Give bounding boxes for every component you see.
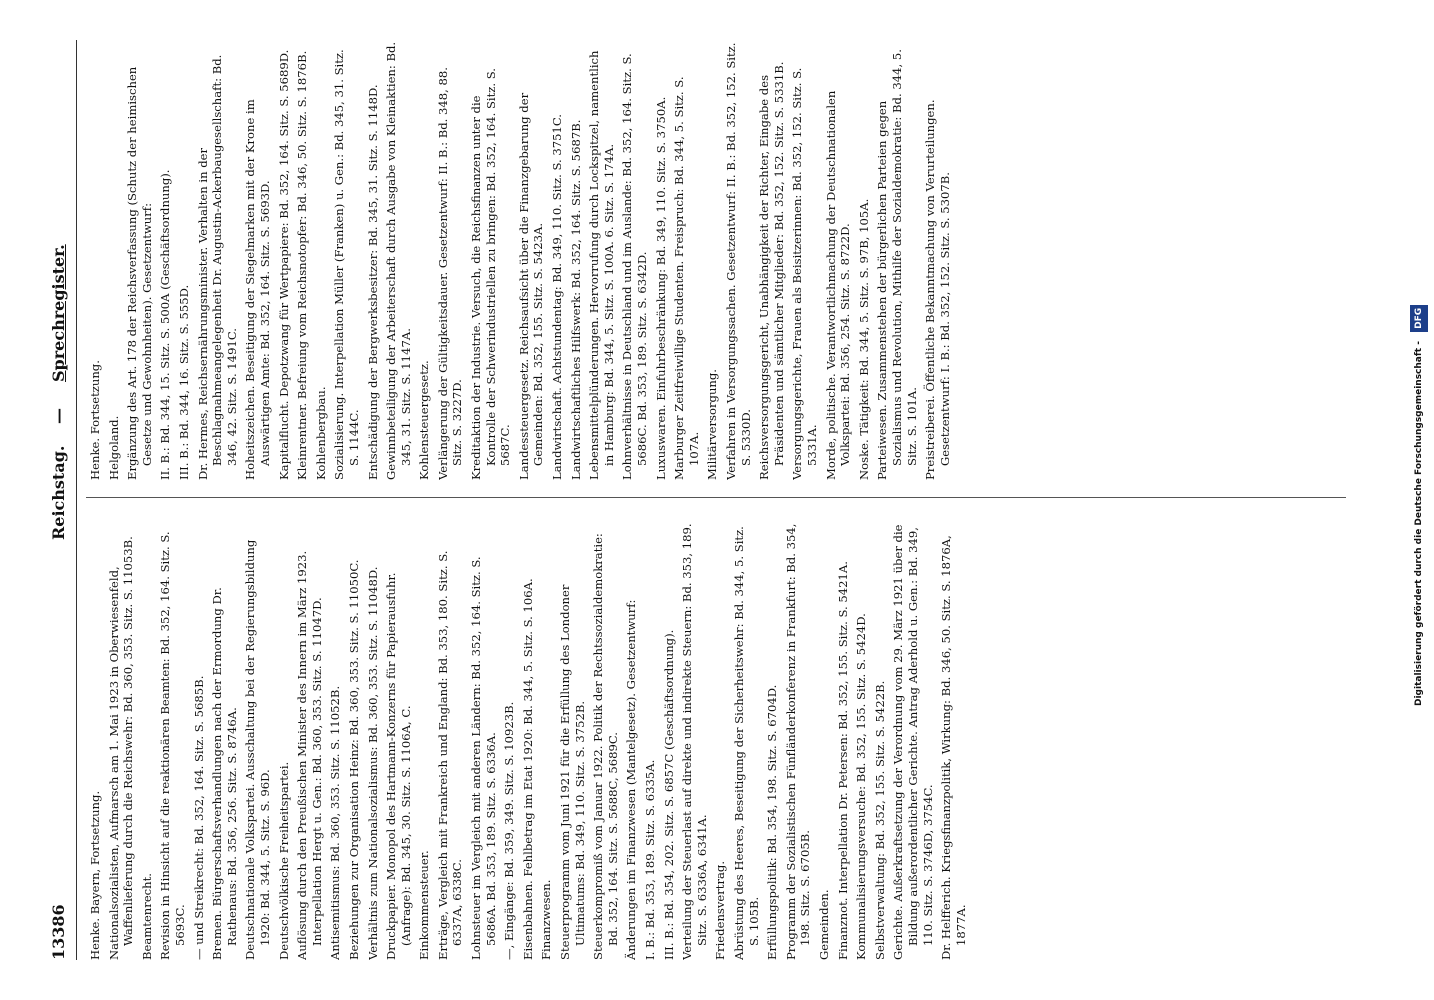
- register-entry-text: Dr. Hermes, Reichsernährungsminister. Verhalten in der Beschlagnahmeangelegenheit Dr. Augustin-Ackerbaugesellschaft: Bd. 346, 42. Sitz. S. 1491C.: [195, 54, 239, 480]
- register-entry-text: Steuerprogramm vom Juni 1921 für die Erfüllung des Londoner Ultimatums: Bd. 349, 110. Sitz. S. 3752B.: [558, 584, 587, 960]
- register-entry-text: Gewinnbeteiligung der Arbeiterschaft durch Ausgabe von Kleinaktien: Bd. 345, 31. Sitz. S. 1147A.: [384, 41, 413, 480]
- register-entry: [558, 520, 587, 960]
- register-entry: [469, 520, 498, 960]
- register-entry: [277, 40, 292, 480]
- register-entry-text: Gerichte. Außerkraftsetzung der Verordnung vom 29. März 1921 über die Bildung außerordentlicher Gerichte. Antrag Aderhold u. Gen.: Bd. 349, 110. Sitz. S. 3746D, 3754C.: [891, 524, 935, 960]
- register-entry: [295, 520, 324, 960]
- register-entry: [857, 40, 872, 480]
- header-rule: [76, 40, 77, 960]
- register-entry: [125, 40, 154, 480]
- register-entry-text: Beziehungen zur Organisation Heinz: Bd. 360, 353. Sitz. S. 11050C.: [346, 559, 361, 960]
- running-head-left: Reichstag.: [48, 445, 68, 540]
- register-entry: [243, 40, 272, 480]
- register-entry: [196, 40, 240, 480]
- register-entry-text: Revision in Hinsicht auf die reaktionären Beamten: Bd. 352, 164. Sitz. S. 5693C.: [158, 531, 187, 960]
- register-entry: [107, 40, 122, 480]
- register-entry: [328, 520, 343, 960]
- register-entry-text: Selbstverwaltung: Bd. 352, 155. Sitz. S. 5422B.: [872, 680, 887, 960]
- register-entry: [332, 40, 361, 480]
- register-entry: [591, 520, 620, 960]
- register-entry: [502, 520, 517, 960]
- page-header: [44, 40, 72, 960]
- register-entry: [672, 40, 701, 480]
- register-entry: [705, 40, 720, 480]
- register-entry-text: —, Eingänge: Bd. 359, 349. Sitz. S. 10923B.: [502, 701, 517, 960]
- register-entry-text: Erträge, Vergleich mit Frankreich und England: Bd. 353, 180. Sitz. S. 6337A, 6338C.: [435, 550, 465, 960]
- register-entry: [891, 520, 935, 960]
- register-entry-text: Kleinrentner. Befreiung vom Reichsnotopfer: Bd. 346, 50. Sitz. S. 1876B.: [295, 50, 310, 480]
- register-entry: [732, 520, 761, 960]
- register-entry: [88, 520, 103, 960]
- register-entry-text: Steuerkompromiß vom Januar 1922. Politik der Rechtssozialdemokratie: Bd. 352, 164. Sitz. S. 5688C, 5689C.: [591, 533, 620, 960]
- register-entry-text: Ergänzung des Art. 178 der Reichsverfassung (Schutz der heimischen Gesetze und Gewohnheiten). Gesetzentwurf:: [125, 66, 154, 480]
- register-entry-text: Deutschvölkische Freiheitspartei.: [276, 761, 291, 960]
- register-entry-text: Verhältnis zum Nationalsozialismus: Bd. 360, 353. Sitz. S. 11048D.: [365, 566, 380, 960]
- register-entry-text: Lohnsteuer im Vergleich mit anderen Ländern: Bd. 352, 164. Sitz. S. 5686A. Bd. 353, 189. Sitz. S. 6336A.: [469, 556, 498, 960]
- register-entry: [784, 520, 813, 960]
- register-entry-text: Änderungen im Finanzwesen (Mantelgesetz). Gesetzentwurf:: [624, 599, 639, 960]
- register-entry: [314, 40, 329, 480]
- register-entry-text: Einkommensteuer.: [417, 850, 432, 960]
- register-entry-text: Lebensmittelplünderungen. Hervorrufung durch Lockspitzel, namentlich in Hamburg: Bd. 344, 5. Sitz. S. 100A. 6. Sitz. S. 174A.: [587, 50, 616, 480]
- register-entry-text: Versorgungsgerichte, Frauen als Beisitzerinnen: Bd. 352, 152. Sitz. S. 5331A.: [790, 67, 819, 480]
- register-entry-text: Verlängerung der Gültigkeitsdauer. Gesetzentwurf: II. B.: Bd. 348, 88. Sitz. S. 3227D.: [435, 67, 465, 480]
- register-entry-text: Deutschnationale Volkspartei. Ausschaltung bei der Regierungsbildung 1920: Bd. 344, 5. Sitz. S. 96D.: [243, 539, 272, 960]
- register-entry-text: Landessteuergesetz. Reichsaufsicht über die Finanzgebarung der Gemeinden: Bd. 352, 155. Sitz. S. 5423A.: [516, 92, 546, 480]
- register-entry-text: Helgoland.: [106, 415, 121, 480]
- register-entry: [192, 520, 207, 960]
- register-entry: [88, 40, 103, 480]
- register-entry: [817, 520, 832, 960]
- digitization-credit: [1410, 6, 1428, 706]
- register-entry-text: Luxuswaren. Einfuhrbeschränkung: Bd. 349, 110. Sitz. S. 3750A.: [653, 96, 668, 480]
- register-entry-text: Militärversorgung.: [705, 369, 720, 480]
- register-entry-text: Programm der Sozialistischen Fünfländerkonferenz in Frankfurt: Bd. 354, 198. Sitz. S. 6705B.: [783, 523, 813, 960]
- register-entry: [873, 520, 888, 960]
- register-entry-text: Sozialisierung. Interpellation Müller (Franken) u. Gen.: Bd. 345, 31. Sitz. S. 1144C.: [332, 49, 361, 480]
- register-entry: [107, 520, 136, 960]
- register-entry-text: Druckpapier. Monopol des Hartmann-Konzerns für Papierausfuhr. (Anfrage): Bd. 345, 30. Sitz. S. 1106A, C.: [384, 572, 413, 960]
- register-entry-text: Henke. Bayern, Fortsetzung.: [88, 790, 102, 960]
- register-entry: [417, 40, 432, 480]
- register-entry: [662, 520, 677, 960]
- register-entry: [277, 520, 292, 960]
- register-entry: [517, 40, 546, 480]
- register-entry-text: Verteilung der Steuerlast auf direkte und indirekte Steuern: Bd. 353, 189. Sitz. S. 6336A, 6341A.: [680, 523, 709, 960]
- register-entry-text: Auflösung durch den Preußischen Minister des Innern im März 1923. Interpellation Hergt u. Gen.: Bd. 360, 353. Sitz. S. 11047D.: [295, 550, 324, 960]
- register-entry: [550, 40, 565, 480]
- running-head-right: Sprechregister.: [48, 244, 68, 382]
- register-entry-text: II. B.: Bd. 344, 15. Sitz. S. 500A (Geschäftsordnung).: [158, 169, 173, 480]
- register-entry-text: Kapitalflucht. Depotzwang für Wertpapiere: Bd. 352, 164. Sitz. S. 5689D.: [276, 49, 291, 480]
- register-entry-text: I. B.: Bd. 353, 189. Sitz. S. 6335A.: [643, 759, 657, 960]
- register-entry: [587, 40, 616, 480]
- register-entry: [654, 40, 669, 480]
- register-entry-text: Eisenbahnen. Fehlbetrag im Etat 1920: Bd. 344, 5. Sitz. S. 106A.: [520, 578, 535, 960]
- register-entry-text: Erfüllungspolitik: Bd. 354, 198. Sitz. S. 6704D.: [765, 684, 780, 960]
- register-entry: [643, 520, 658, 960]
- register-entry: [469, 40, 513, 480]
- register-entry: [724, 40, 753, 480]
- register-entry: [875, 40, 919, 480]
- register-entry-text: Entschädigung der Bergwerksbesitzer: Bd. 345, 31. Sitz. S. 1148D.: [365, 84, 380, 480]
- register-entry-text: III. B.: Bd. 344, 16. Sitz. S. 555D.: [176, 284, 191, 480]
- running-head-separator: —: [48, 408, 68, 424]
- right-column: [88, 40, 1328, 480]
- register-entry: [210, 520, 239, 960]
- register-entry: [295, 40, 310, 480]
- register-entry-text: Morde, politische. Verantwortlichmachung der Deutschnationalen Volkspartei: Bd. 356, 254. Sitz. S. 8722D.: [823, 90, 853, 480]
- register-entry-text: Marburger Zeitfreiwillige Studenten. Freispruch: Bd. 344, 5. Sitz. S. 107A.: [672, 76, 701, 480]
- register-entry: [417, 520, 432, 960]
- register-entry: [243, 520, 272, 960]
- register-entry-text: Abrüstung des Heeres, Beseitigung der Sicherheitswehr: Bd. 344, 5. Sitz. S. 105B.: [731, 526, 761, 960]
- register-entry: [158, 40, 173, 480]
- register-entry: [347, 520, 362, 960]
- register-entry-text: Landwirtschaftliches Hilfswerk: Bd. 352, 164. Sitz. S. 5687B.: [568, 119, 583, 480]
- register-entry: [854, 520, 869, 960]
- page-number: 13386: [48, 904, 68, 960]
- left-column: [88, 520, 1328, 960]
- register-entry: [177, 40, 192, 480]
- register-entry-text: III. B.: Bd. 354, 202. Sitz. S. 6857C (Geschäftsordnung).: [661, 629, 676, 960]
- register-entry-text: Lohnverhältnisse in Deutschland und im Auslande: Bd. 352, 164. Sitz. S. 5686C. Bd. 353, 189. Sitz. S. 6342D.: [620, 53, 649, 480]
- register-entry-text: Landwirtschaft. Achtstundentag: Bd. 349, 110. Sitz. S. 3751C.: [550, 114, 565, 480]
- register-entry: [140, 520, 155, 960]
- register-entry: [713, 520, 728, 960]
- register-entry-text: Henke. Fortsetzung.: [88, 360, 102, 480]
- register-entry-text: Preistreiberei. Öffentliche Bekanntmachung von Verurteilungen. Gesetzentwurf: I. B.: Bd. 352, 152. Sitz. S. 5307B.: [923, 99, 952, 480]
- register-entry: [680, 520, 709, 960]
- credit-text: Digitalisierung gefördert durch die Deutsche Forschungsgemeinschaft -: [1414, 341, 1424, 706]
- register-entry: [384, 40, 413, 480]
- register-entry-text: Hoheitszeichen. Beseitigung der Siegelmarken mit der Krone im Auswärtigen Amte: Bd. 352, 164. Sitz. S. 5693D.: [243, 99, 272, 480]
- register-entry-text: Noske. Tätigkeit: Bd. 344, 5. Sitz. S. 97B, 105A.: [856, 198, 871, 480]
- column-divider: [86, 497, 1346, 498]
- register-entry: [620, 40, 649, 480]
- register-entry: [824, 40, 853, 480]
- register-entry: [624, 520, 639, 960]
- register-entry-text: Verfahren in Versorgungssachen. Gesetzentwurf: II. B.: Bd. 352, 152. Sitz. S. 5330D.: [723, 42, 753, 480]
- register-entry: [757, 40, 786, 480]
- register-entry: [836, 520, 851, 960]
- register-entry: [790, 40, 819, 480]
- register-entry: [569, 40, 584, 480]
- register-entry: [521, 520, 536, 960]
- register-entry-text: Finanzwesen.: [539, 879, 554, 960]
- register-entry-text: Kohlensteuergesetz.: [417, 360, 432, 480]
- register-entry: [366, 40, 381, 480]
- register-entry-text: Friedensvertrag.: [713, 860, 728, 960]
- register-entry: [436, 40, 465, 480]
- register-entry-text: Nationalsozialisten, Aufmarsch am 1. Mai 1923 in Oberwiesenfeld, Waffenlieferung durch die Reichswehr: Bd. 360, 353. Sitz. S. 11053B.: [106, 536, 136, 960]
- register-entry: [384, 520, 413, 960]
- register-entry: [765, 520, 780, 960]
- register-entry-text: Antisemitismus: Bd. 360, 353. Sitz. S. 11052B.: [328, 685, 343, 960]
- register-entry: [923, 40, 952, 480]
- register-entry-text: Finanznot. Interpellation Dr. Petersen: Bd. 352, 155. Sitz. S. 5421A.: [835, 561, 850, 960]
- register-entry: [366, 520, 381, 960]
- register-entry-text: Dr. Helfferich. Kriegsfinanzpolitik, Wirkung: Bd. 346, 50. Sitz. S. 1876A, 1877A.: [939, 535, 968, 960]
- register-entry-text: Reichsversorgungsgericht, Unabhängigkeit der Richter, Eingabe des Präsidenten und sämtlicher Mitglieder: Bd. 352, 152. Sitz. S. 5331B.: [757, 61, 786, 480]
- register-entry: [436, 520, 465, 960]
- credit-text-wrap: [1410, 6, 1428, 706]
- register-entry-text: Kohlenbergbau.: [313, 386, 328, 480]
- register-entry-text: Kommunalisierungsversuche: Bd. 352, 155. Sitz. S. 5424D.: [854, 613, 869, 960]
- register-entry-text: Bremen. Bürgerschaftsverhandlungen nach der Ermordung Dr. Rathenaus: Bd. 356, 256. Sitz. S. 8746A.: [210, 587, 239, 960]
- register-entry: [158, 520, 187, 960]
- register-entry: [539, 520, 554, 960]
- register-entry: [939, 520, 968, 960]
- register-entry-text: Gemeinden.: [816, 889, 831, 960]
- register-entry-text: Parteiwesen. Zusammenstehen der bürgerlichen Parteien gegen Sozialismus und Revolution, Mithilfe der Sozialdemokratie: Bd. 344, 5. Sitz. S. 101A.: [875, 49, 919, 480]
- register-entry-text: — und Streikrecht: Bd. 352, 164. Sitz. S. 5685B.: [191, 675, 206, 960]
- register-entry-text: Beamtenrecht.: [139, 873, 154, 960]
- register-entry-text: Kreditaktion der Industrie. Versuch, die Reichsfinanzen unter die Kontrolle der Schwerindustriellen zu bringen: Bd. 352, 164. Sitz. S. 5687C.: [469, 68, 513, 480]
- dfg-logo: DFG: [1410, 305, 1428, 332]
